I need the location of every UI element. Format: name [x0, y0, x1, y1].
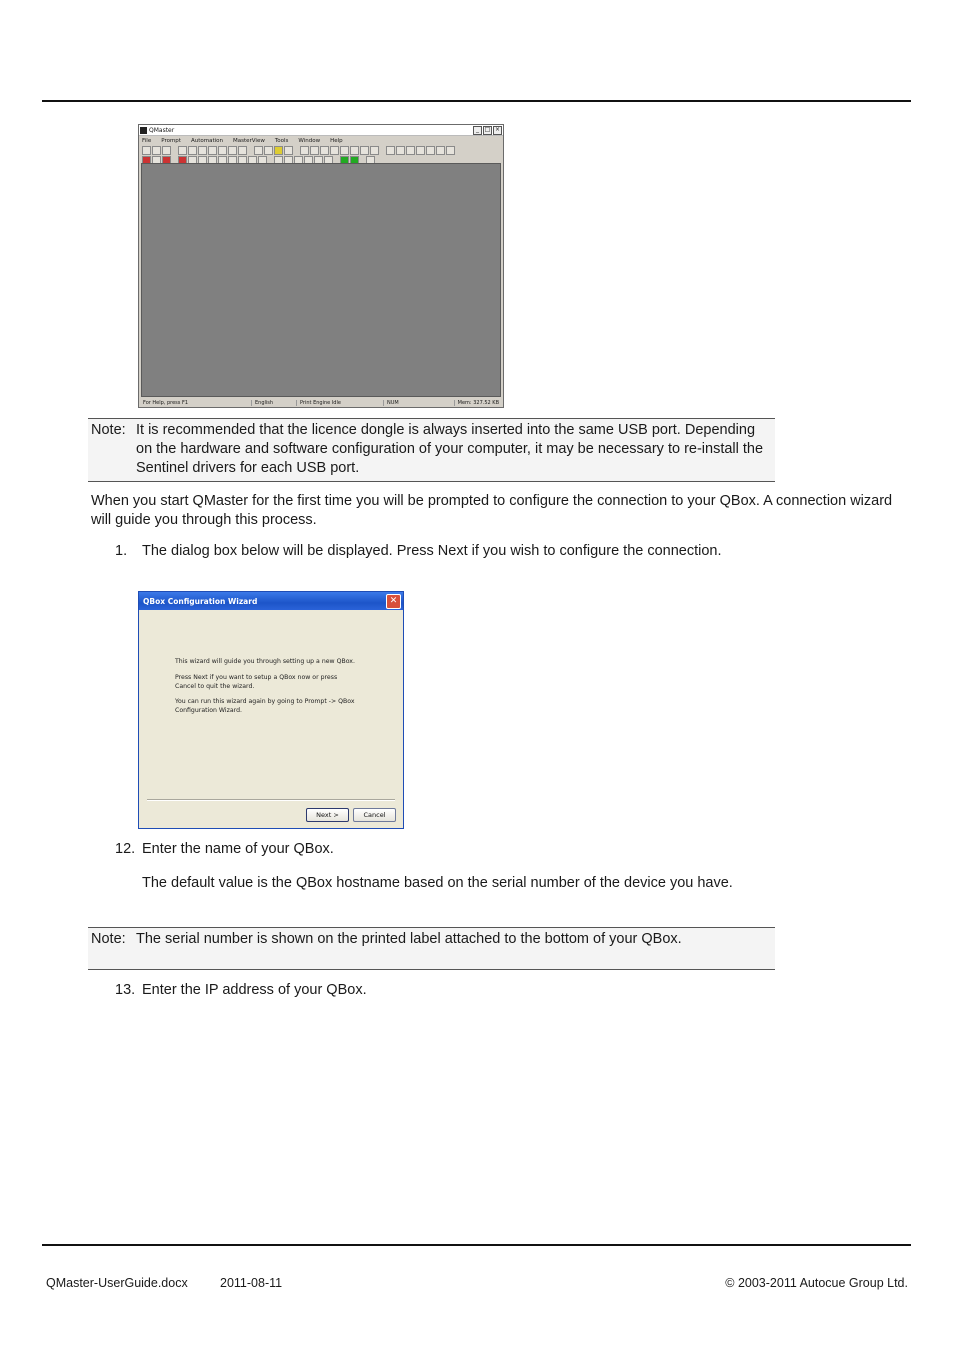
qmaster-app-icon — [140, 127, 147, 134]
menu-prompt[interactable]: Prompt — [161, 137, 181, 144]
toolbar-icon[interactable] — [436, 146, 445, 155]
new-icon[interactable] — [142, 146, 151, 155]
step-number: 1. — [115, 543, 128, 559]
toolbar-icon[interactable] — [284, 146, 293, 155]
toolbar-icon[interactable] — [198, 146, 207, 155]
intro-paragraph: When you start QMaster for the first time you will be prompted to configure the connection to your QBox. A connection wizard will guide you through this process. — [91, 493, 893, 528]
step-text: Enter the name of your QBox. — [142, 841, 334, 857]
toolbar-icon[interactable] — [426, 146, 435, 155]
qmaster-title-bar — [139, 125, 503, 136]
note-text: The serial number is shown on the printed label attached to the bottom of your QBox. — [136, 931, 682, 947]
toolbar-icon[interactable] — [264, 146, 273, 155]
status-language: English — [251, 400, 296, 406]
toolbar-icon[interactable] — [300, 146, 309, 155]
toolbar-icon[interactable] — [310, 146, 319, 155]
menu-automation[interactable]: Automation — [190, 137, 223, 144]
note-box-serial — [88, 927, 775, 970]
step-text: The dialog box below will be displayed. Press Next if you wish to configure the connection. — [142, 543, 722, 559]
step-number: 13. — [115, 982, 136, 998]
toolbar-icon[interactable] — [218, 146, 227, 155]
footer-rule — [42, 1244, 911, 1246]
toolbar-icon[interactable] — [330, 146, 339, 155]
step-text: Enter the IP address of your QBox. — [142, 982, 367, 998]
toolbar-icon[interactable] — [188, 146, 197, 155]
menu-masterview[interactable]: MasterView — [233, 137, 265, 144]
status-num: NUM — [383, 400, 420, 406]
header-rule — [42, 100, 911, 102]
menu-window[interactable]: Window — [298, 137, 321, 144]
note-text: It is recommended that the licence dongle is always inserted into the same USB port. Depending on the hardware and software configuration of your computer, it may be necessary to re-install the Sentinel drivers for each USB port. — [136, 422, 764, 476]
menu-help[interactable]: Help — [330, 137, 343, 144]
qmaster-window-screenshot — [138, 124, 504, 408]
maximize-icon[interactable]: □ — [484, 125, 491, 133]
wizard-line-1: This wizard will guide you through setting up a new QBox. — [175, 658, 355, 665]
close-icon[interactable]: ✕ — [386, 594, 401, 609]
wizard-line-2: Press Next if you want to setup a QBox now or press Cancel to quit the wizard. — [175, 674, 338, 690]
window-controls — [473, 126, 503, 135]
status-help: For Help, press F1 — [143, 399, 189, 406]
toolbar-icon[interactable] — [416, 146, 425, 155]
save-icon[interactable] — [162, 146, 171, 155]
footer-date: 2011-08-11 — [220, 1276, 283, 1290]
menu-tools[interactable]: Tools — [274, 137, 289, 144]
wizard-line-3: You can run this wizard again by going to Prompt -> QBox Configuration Wizard. — [175, 698, 355, 714]
cancel-button[interactable]: Cancel — [353, 808, 396, 822]
toolbar-icon[interactable] — [406, 146, 415, 155]
status-print-engine: Print Engine Idle — [296, 400, 383, 406]
qbox-wizard-screenshot — [138, 591, 404, 829]
qmaster-menu-bar — [139, 136, 503, 145]
status-memory: Mem: 327.52 KB — [454, 400, 502, 406]
qmaster-status-bar — [140, 398, 502, 407]
footer-filename: QMaster-UserGuide.docx — [46, 1276, 188, 1290]
qmaster-toolbar-1 — [139, 145, 503, 155]
step-number: 12. — [115, 841, 136, 857]
toolbar-icon[interactable] — [360, 146, 369, 155]
toolbar-icon[interactable] — [340, 146, 349, 155]
toolbar-icon[interactable] — [370, 146, 379, 155]
next-button[interactable]: Next > — [306, 808, 349, 822]
note-label: Note: — [91, 931, 126, 947]
step-detail: The default value is the QBox hostname based on the serial number of the device you have. — [142, 875, 733, 891]
toolbar-icon[interactable] — [254, 146, 263, 155]
note-label: Note: — [91, 422, 126, 438]
toolbar-icon[interactable] — [238, 146, 247, 155]
footer-copyright: © 2003-2011 Autocue Group Ltd. — [725, 1276, 908, 1290]
toolbar-icon[interactable] — [386, 146, 395, 155]
toolbar-icon[interactable] — [446, 146, 455, 155]
toolbar-icon[interactable] — [320, 146, 329, 155]
help-icon[interactable] — [274, 146, 283, 155]
toolbar-icon[interactable] — [396, 146, 405, 155]
toolbar-icon[interactable] — [228, 146, 237, 155]
qmaster-client-area — [141, 163, 501, 397]
open-icon[interactable] — [152, 146, 161, 155]
wizard-title: QBox Configuration Wizard — [143, 596, 258, 606]
note-box-dongle — [88, 418, 775, 482]
wizard-separator — [147, 799, 395, 801]
toolbar-icon[interactable] — [350, 146, 359, 155]
close-icon[interactable]: × — [494, 125, 501, 133]
qmaster-title: QMaster — [149, 126, 175, 134]
wizard-title-bar — [139, 592, 403, 610]
toolbar-icon[interactable] — [208, 146, 217, 155]
toolbar-icon[interactable] — [178, 146, 187, 155]
minimize-icon[interactable]: _ — [473, 126, 482, 135]
menu-file[interactable]: File — [142, 137, 152, 144]
